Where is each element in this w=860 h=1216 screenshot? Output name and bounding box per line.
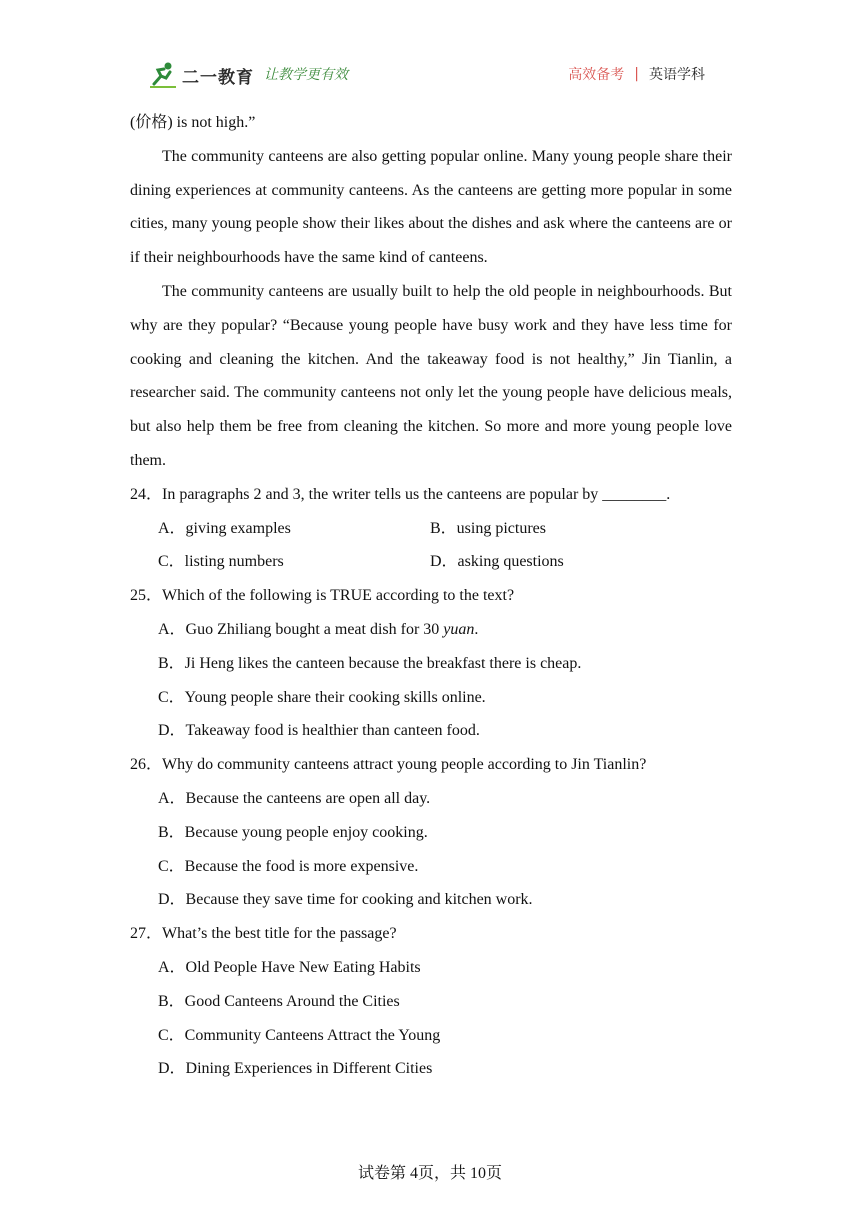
header-tagline: 高效备考 xyxy=(568,67,625,83)
header-right xyxy=(568,64,705,84)
option-d: D．asking questions xyxy=(430,553,564,571)
option-a xyxy=(130,613,732,647)
option-d: D．Because they save time for cooking and kitchen work. xyxy=(158,891,533,909)
passage-paragraph: The community canteens are usually built to help the old people in neighbourhoods. But why are they popular? “Because young people have busy work and they have less time for cooking and cleaning the kitchen. And the takeaway food is not healthy,” Jin Tianlin, a researcher said. The community canteens not only let the young people have delicious meals, but also help them be free from cleaning the kitchen. So more and more young people love them. xyxy=(130,282,732,469)
passage-paragraph: The community canteens are also getting popular online. Many young people share their dining experiences at community canteens. As the canteens are getting more popular in some cities, many young people show their likes about the dishes and ask where the canteens are or if their neighbourhoods have the same kind of canteens. xyxy=(130,147,732,267)
option-c: C．Community Canteens Attract the Young xyxy=(158,1026,441,1044)
logo xyxy=(148,58,258,92)
question-24-options-row xyxy=(130,512,732,546)
question-24-options-row xyxy=(130,545,732,579)
option-b: B．using pictures xyxy=(430,519,546,537)
page-footer: 试卷第 4页，共 10页 xyxy=(357,1165,502,1182)
question-26-stem: 26．Why do community canteens attract young people according to Jin Tianlin? xyxy=(130,756,647,774)
option-d: D．Dining Experiences in Different Cities xyxy=(158,1060,433,1078)
option-a: A．Because the canteens are open all day. xyxy=(158,789,431,807)
header-subject: 英语学科 xyxy=(649,67,705,83)
option-b: B．Ji Heng likes the canteen because the breakfast there is cheap. xyxy=(158,654,582,672)
runner-logo-icon xyxy=(148,60,178,90)
option-b: B．Because young people enjoy cooking. xyxy=(158,823,428,841)
option-a-end: . xyxy=(474,620,479,638)
option-c: C．listing numbers xyxy=(158,553,284,571)
option-c: C．Because the food is more expensive. xyxy=(158,857,419,875)
option-a-text: A．Guo Zhiliang bought a meat dish for 30 xyxy=(158,620,444,638)
option-a-italic: yuan xyxy=(443,620,475,638)
question-24-stem: 24．In paragraphs 2 and 3, the writer tells us the canteens are popular by ________. xyxy=(130,485,671,503)
option-c: C．Young people share their cooking skills online. xyxy=(158,688,486,706)
question-25-stem: 25．Which of the following is TRUE according to the text? xyxy=(130,587,515,605)
logo-text: 二一教育 xyxy=(182,67,254,88)
page-header xyxy=(0,0,860,110)
slogan: 让教学更有效 xyxy=(264,67,348,83)
question-27-stem: 27．What’s the best title for the passage? xyxy=(130,925,397,943)
option-a: A．Old People Have New Eating Habits xyxy=(158,958,421,976)
header-separator: | xyxy=(634,66,639,82)
option-b: B．Good Canteens Around the Cities xyxy=(158,992,400,1010)
exam-content xyxy=(130,106,732,1086)
option-a: A．giving examples xyxy=(158,519,291,537)
option-d: D．Takeaway food is healthier than canteen food. xyxy=(158,722,480,740)
passage-fragment: (价格) is not high.” xyxy=(130,114,256,131)
